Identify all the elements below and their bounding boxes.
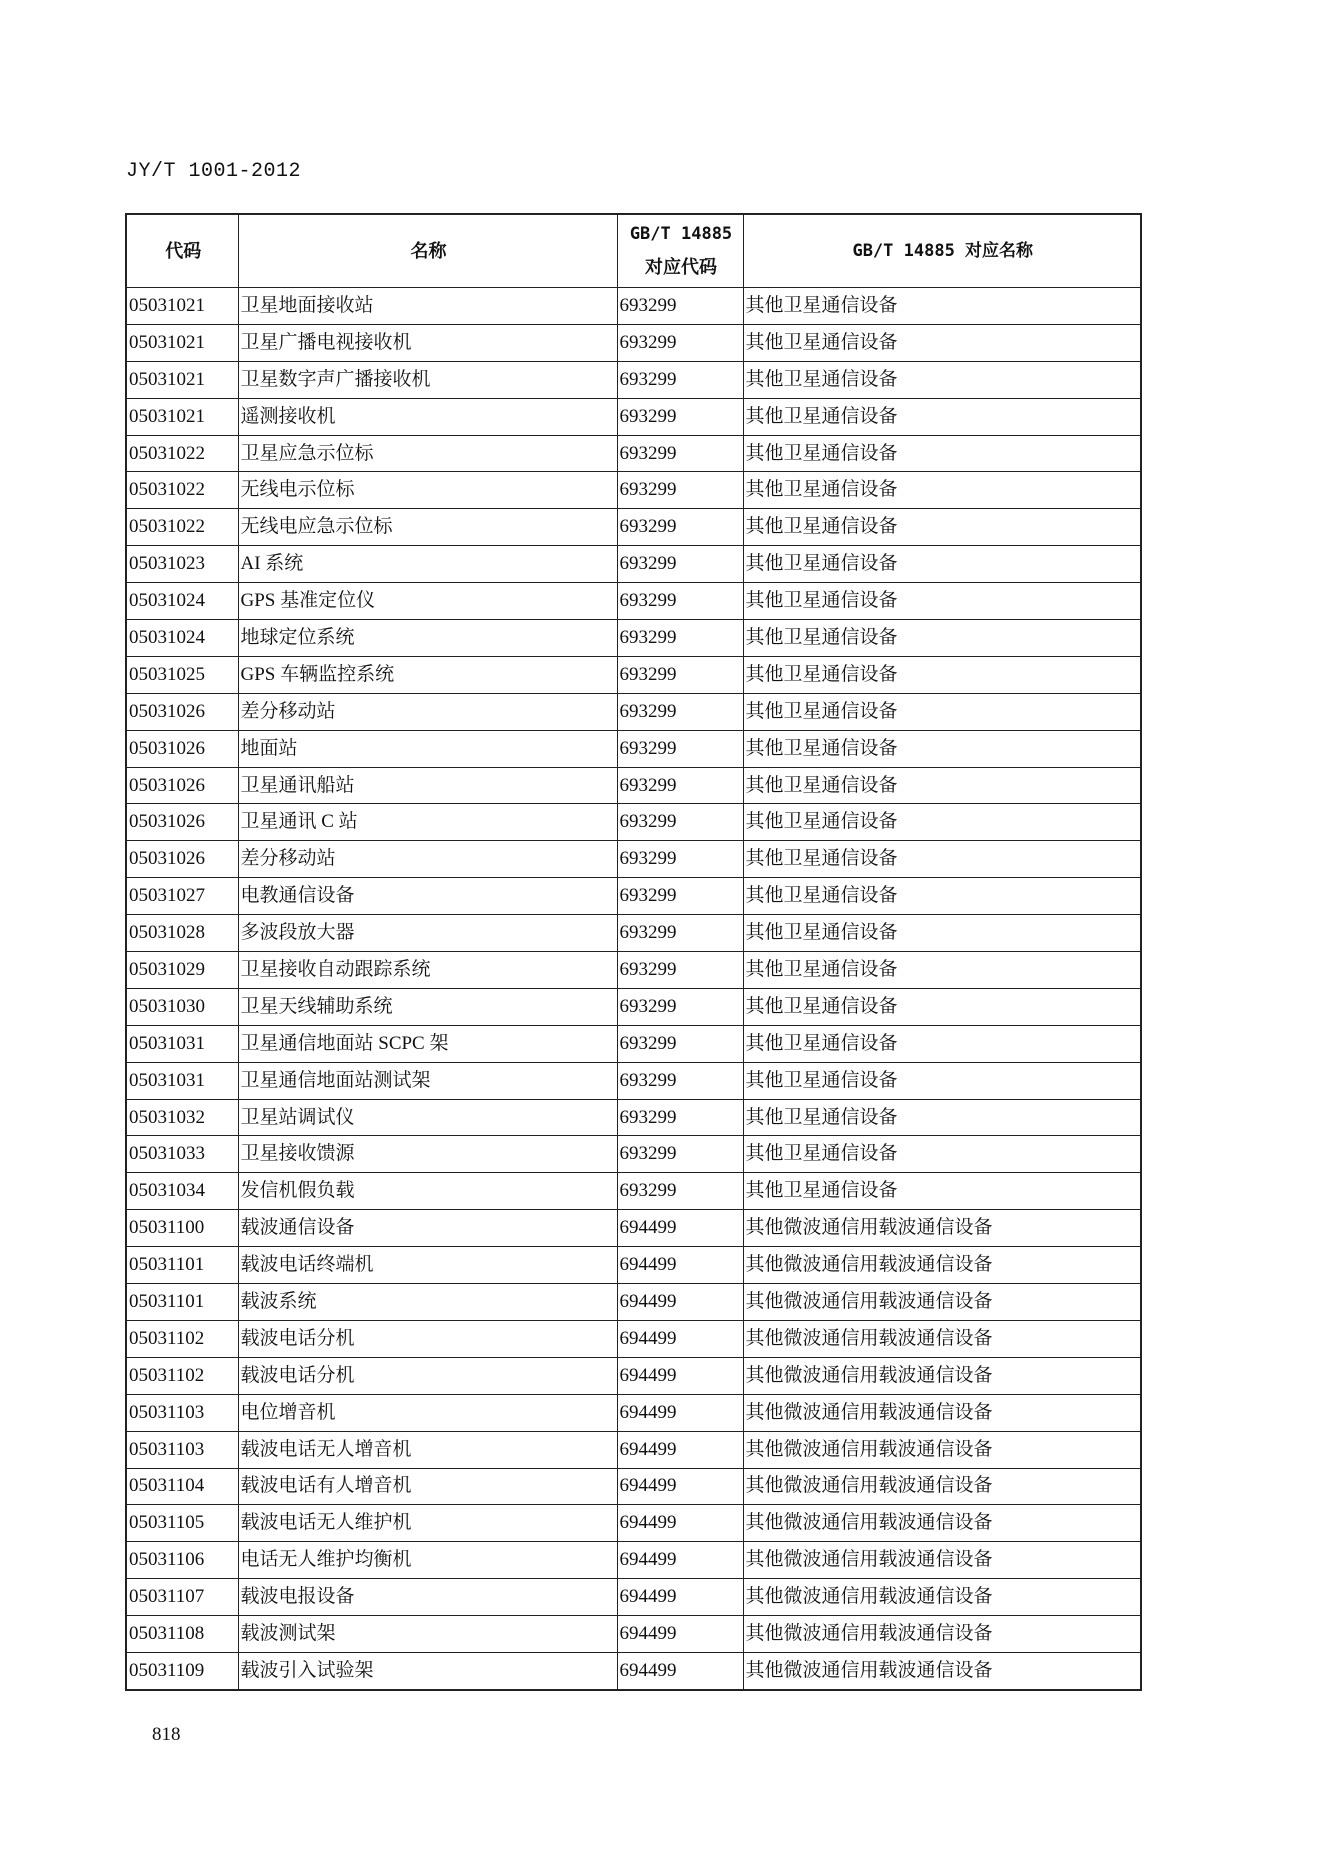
- cell-gb-code: 693299: [617, 472, 743, 509]
- cell-gb-name: 其他微波通信用载波通信设备: [743, 1210, 1141, 1247]
- cell-gb-name: 其他微波通信用载波通信设备: [743, 1652, 1141, 1689]
- table-row: [126, 1025, 1141, 1062]
- cell-gb-name: 其他卫星通信设备: [743, 398, 1141, 435]
- cell-gb-name: 其他卫星通信设备: [743, 656, 1141, 693]
- cell-gb-name: 其他卫星通信设备: [743, 546, 1141, 583]
- cell-name: 电话无人维护均衡机: [238, 1542, 617, 1579]
- cell-code: 05031022: [126, 472, 238, 509]
- cell-name: 电教通信设备: [238, 878, 617, 915]
- cell-code: 05031101: [126, 1247, 238, 1284]
- cell-code: 05031029: [126, 952, 238, 989]
- cell-gb-name: 其他卫星通信设备: [743, 988, 1141, 1025]
- cell-code: 05031026: [126, 730, 238, 767]
- table-row: [126, 1210, 1141, 1247]
- cell-gb-code: 694499: [617, 1320, 743, 1357]
- cell-gb-name: 其他微波通信用载波通信设备: [743, 1431, 1141, 1468]
- cell-code: 05031034: [126, 1173, 238, 1210]
- cell-name: 多波段放大器: [238, 915, 617, 952]
- cell-gb-name: 其他卫星通信设备: [743, 324, 1141, 361]
- table-row: [126, 1247, 1141, 1284]
- table-row: [126, 1652, 1141, 1689]
- table-row: [126, 1062, 1141, 1099]
- cell-code: 05031022: [126, 509, 238, 546]
- cell-gb-code: 693299: [617, 1136, 743, 1173]
- cell-gb-name: 其他卫星通信设备: [743, 1099, 1141, 1136]
- cell-gb-code: 693299: [617, 988, 743, 1025]
- cell-name: 载波电话无人维护机: [238, 1505, 617, 1542]
- table-row: [126, 915, 1141, 952]
- table-row: [126, 1284, 1141, 1321]
- table-row: [126, 878, 1141, 915]
- table-row: [126, 361, 1141, 398]
- cell-gb-code: 693299: [617, 878, 743, 915]
- cell-gb-code: 693299: [617, 583, 743, 620]
- cell-name: 卫星通信地面站 SCPC 架: [238, 1025, 617, 1062]
- column-header-gb-code-line1: GB/T 14885: [629, 224, 733, 244]
- cell-gb-code: 694499: [617, 1468, 743, 1505]
- cell-code: 05031021: [126, 288, 238, 325]
- table-row: [126, 1136, 1141, 1173]
- cell-gb-name: 其他卫星通信设备: [743, 472, 1141, 509]
- cell-gb-name: 其他微波通信用载波通信设备: [743, 1394, 1141, 1431]
- cell-name: 载波电话终端机: [238, 1247, 617, 1284]
- cell-code: 05031026: [126, 767, 238, 804]
- table-row: [126, 1616, 1141, 1653]
- cell-gb-name: 其他微波通信用载波通信设备: [743, 1505, 1141, 1542]
- table-row: [126, 546, 1141, 583]
- cell-gb-name: 其他卫星通信设备: [743, 583, 1141, 620]
- cell-gb-code: 693299: [617, 1062, 743, 1099]
- cell-gb-code: 693299: [617, 1173, 743, 1210]
- cell-code: 05031104: [126, 1468, 238, 1505]
- cell-gb-name: 其他卫星通信设备: [743, 1062, 1141, 1099]
- cell-gb-name: 其他微波通信用载波通信设备: [743, 1616, 1141, 1653]
- cell-code: 05031022: [126, 435, 238, 472]
- cell-gb-name: 其他微波通信用载波通信设备: [743, 1357, 1141, 1394]
- cell-gb-code: 693299: [617, 1099, 743, 1136]
- cell-gb-name: 其他微波通信用载波通信设备: [743, 1320, 1141, 1357]
- cell-gb-code: 694499: [617, 1431, 743, 1468]
- cell-code: 05031028: [126, 915, 238, 952]
- cell-code: 05031102: [126, 1320, 238, 1357]
- cell-gb-code: 693299: [617, 841, 743, 878]
- cell-name: 发信机假负载: [238, 1173, 617, 1210]
- cell-gb-name: 其他卫星通信设备: [743, 730, 1141, 767]
- cell-name: 卫星广播电视接收机: [238, 324, 617, 361]
- cell-name: 卫星接收馈源: [238, 1136, 617, 1173]
- table-row: [126, 288, 1141, 325]
- cell-code: 05031033: [126, 1136, 238, 1173]
- cell-code: 05031024: [126, 620, 238, 657]
- cell-name: 载波电话分机: [238, 1320, 617, 1357]
- cell-name: 卫星地面接收站: [238, 288, 617, 325]
- cell-name: 卫星数字声广播接收机: [238, 361, 617, 398]
- table-row: [126, 1579, 1141, 1616]
- equipment-code-table: [125, 213, 1142, 1691]
- table-row: [126, 1320, 1141, 1357]
- table-row: [126, 1468, 1141, 1505]
- cell-gb-code: 693299: [617, 324, 743, 361]
- cell-gb-name: 其他卫星通信设备: [743, 693, 1141, 730]
- cell-code: 05031026: [126, 804, 238, 841]
- cell-name: 无线电示位标: [238, 472, 617, 509]
- cell-name: 地面站: [238, 730, 617, 767]
- column-header-code: 代码: [126, 214, 238, 288]
- cell-code: 05031101: [126, 1284, 238, 1321]
- cell-name: 载波电话有人增音机: [238, 1468, 617, 1505]
- cell-code: 05031106: [126, 1542, 238, 1579]
- table-row: [126, 1357, 1141, 1394]
- cell-code: 05031105: [126, 1505, 238, 1542]
- table-row: [126, 1099, 1141, 1136]
- cell-gb-name: 其他卫星通信设备: [743, 952, 1141, 989]
- table-row: [126, 1431, 1141, 1468]
- cell-gb-name: 其他卫星通信设备: [743, 435, 1141, 472]
- cell-gb-code: 694499: [617, 1542, 743, 1579]
- table-row: [126, 435, 1141, 472]
- cell-gb-code: 694499: [617, 1284, 743, 1321]
- document-id-header: JY/T 1001-2012: [126, 160, 302, 183]
- cell-name: 载波电话分机: [238, 1357, 617, 1394]
- cell-gb-code: 693299: [617, 767, 743, 804]
- cell-code: 05031027: [126, 878, 238, 915]
- cell-name: 差分移动站: [238, 693, 617, 730]
- cell-gb-code: 694499: [617, 1210, 743, 1247]
- cell-name: GPS 车辆监控系统: [238, 656, 617, 693]
- column-header-gb-name: GB/T 14885 对应名称: [743, 214, 1141, 288]
- cell-gb-code: 693299: [617, 398, 743, 435]
- table-row: [126, 398, 1141, 435]
- cell-gb-name: 其他卫星通信设备: [743, 804, 1141, 841]
- cell-code: 05031021: [126, 361, 238, 398]
- cell-name: 载波测试架: [238, 1616, 617, 1653]
- cell-name: 卫星通讯船站: [238, 767, 617, 804]
- cell-gb-name: 其他微波通信用载波通信设备: [743, 1247, 1141, 1284]
- cell-gb-name: 其他卫星通信设备: [743, 767, 1141, 804]
- cell-name: 卫星应急示位标: [238, 435, 617, 472]
- cell-gb-code: 693299: [617, 915, 743, 952]
- cell-name: 电位增音机: [238, 1394, 617, 1431]
- cell-name: 载波通信设备: [238, 1210, 617, 1247]
- column-header-gb-code: [617, 214, 743, 288]
- cell-name: 差分移动站: [238, 841, 617, 878]
- cell-name: 卫星天线辅助系统: [238, 988, 617, 1025]
- cell-name: 载波电报设备: [238, 1579, 617, 1616]
- cell-gb-code: 694499: [617, 1616, 743, 1653]
- cell-gb-code: 693299: [617, 546, 743, 583]
- cell-gb-name: 其他微波通信用载波通信设备: [743, 1542, 1141, 1579]
- table-row: [126, 324, 1141, 361]
- cell-gb-code: 693299: [617, 361, 743, 398]
- cell-code: 05031031: [126, 1062, 238, 1099]
- table-row: [126, 656, 1141, 693]
- cell-gb-code: 693299: [617, 435, 743, 472]
- cell-gb-name: 其他卫星通信设备: [743, 1025, 1141, 1062]
- cell-code: 05031109: [126, 1652, 238, 1689]
- table-row: [126, 693, 1141, 730]
- cell-code: 05031021: [126, 324, 238, 361]
- cell-gb-name: 其他微波通信用载波通信设备: [743, 1468, 1141, 1505]
- cell-gb-code: 694499: [617, 1652, 743, 1689]
- table-row: [126, 730, 1141, 767]
- table-header-row: [126, 214, 1141, 288]
- cell-gb-code: 693299: [617, 509, 743, 546]
- cell-gb-name: 其他卫星通信设备: [743, 915, 1141, 952]
- cell-gb-name: 其他卫星通信设备: [743, 509, 1141, 546]
- cell-gb-name: 其他卫星通信设备: [743, 1136, 1141, 1173]
- table-row: [126, 1173, 1141, 1210]
- cell-gb-code: 694499: [617, 1579, 743, 1616]
- table-row: [126, 620, 1141, 657]
- cell-code: 05031108: [126, 1616, 238, 1653]
- table-row: [126, 988, 1141, 1025]
- cell-code: 05031024: [126, 583, 238, 620]
- cell-gb-name: 其他卫星通信设备: [743, 878, 1141, 915]
- cell-code: 05031030: [126, 988, 238, 1025]
- cell-code: 05031025: [126, 656, 238, 693]
- cell-gb-code: 694499: [617, 1357, 743, 1394]
- cell-gb-name: 其他卫星通信设备: [743, 361, 1141, 398]
- cell-gb-code: 693299: [617, 693, 743, 730]
- cell-gb-name: 其他卫星通信设备: [743, 288, 1141, 325]
- cell-name: 遥测接收机: [238, 398, 617, 435]
- cell-code: 05031100: [126, 1210, 238, 1247]
- cell-gb-name: 其他卫星通信设备: [743, 841, 1141, 878]
- table-row: [126, 952, 1141, 989]
- column-header-name: 名称: [238, 214, 617, 288]
- cell-name: 卫星站调试仪: [238, 1099, 617, 1136]
- cell-code: 05031103: [126, 1431, 238, 1468]
- table-body: [126, 288, 1141, 1690]
- cell-gb-code: 694499: [617, 1247, 743, 1284]
- table-row: [126, 472, 1141, 509]
- cell-gb-code: 693299: [617, 804, 743, 841]
- cell-name: 无线电应急示位标: [238, 509, 617, 546]
- cell-name: 卫星通信地面站测试架: [238, 1062, 617, 1099]
- cell-name: 载波电话无人增音机: [238, 1431, 617, 1468]
- cell-name: AI 系统: [238, 546, 617, 583]
- cell-gb-code: 693299: [617, 620, 743, 657]
- cell-gb-code: 693299: [617, 288, 743, 325]
- cell-gb-code: 694499: [617, 1505, 743, 1542]
- cell-code: 05031103: [126, 1394, 238, 1431]
- cell-name: 卫星通讯 C 站: [238, 804, 617, 841]
- cell-name: 载波引入试验架: [238, 1652, 617, 1689]
- cell-code: 05031026: [126, 693, 238, 730]
- cell-name: GPS 基准定位仪: [238, 583, 617, 620]
- cell-name: 载波系统: [238, 1284, 617, 1321]
- table-row: [126, 1394, 1141, 1431]
- table-row: [126, 1505, 1141, 1542]
- cell-gb-code: 693299: [617, 656, 743, 693]
- cell-name: 地球定位系统: [238, 620, 617, 657]
- cell-gb-code: 693299: [617, 1025, 743, 1062]
- page-number: 818: [152, 1724, 181, 1745]
- cell-gb-name: 其他卫星通信设备: [743, 620, 1141, 657]
- cell-code: 05031032: [126, 1099, 238, 1136]
- cell-name: 卫星接收自动跟踪系统: [238, 952, 617, 989]
- cell-gb-name: 其他卫星通信设备: [743, 1173, 1141, 1210]
- table-row: [126, 509, 1141, 546]
- column-header-gb-code-line2: 对应代码: [645, 257, 717, 278]
- cell-code: 05031031: [126, 1025, 238, 1062]
- table-row: [126, 841, 1141, 878]
- table-row: [126, 804, 1141, 841]
- cell-gb-name: 其他微波通信用载波通信设备: [743, 1579, 1141, 1616]
- cell-code: 05031023: [126, 546, 238, 583]
- table-row: [126, 583, 1141, 620]
- cell-code: 05031021: [126, 398, 238, 435]
- cell-gb-code: 693299: [617, 730, 743, 767]
- cell-code: 05031026: [126, 841, 238, 878]
- cell-gb-name: 其他微波通信用载波通信设备: [743, 1284, 1141, 1321]
- cell-gb-code: 693299: [617, 952, 743, 989]
- cell-gb-code: 694499: [617, 1394, 743, 1431]
- table-row: [126, 767, 1141, 804]
- cell-code: 05031107: [126, 1579, 238, 1616]
- table-row: [126, 1542, 1141, 1579]
- cell-code: 05031102: [126, 1357, 238, 1394]
